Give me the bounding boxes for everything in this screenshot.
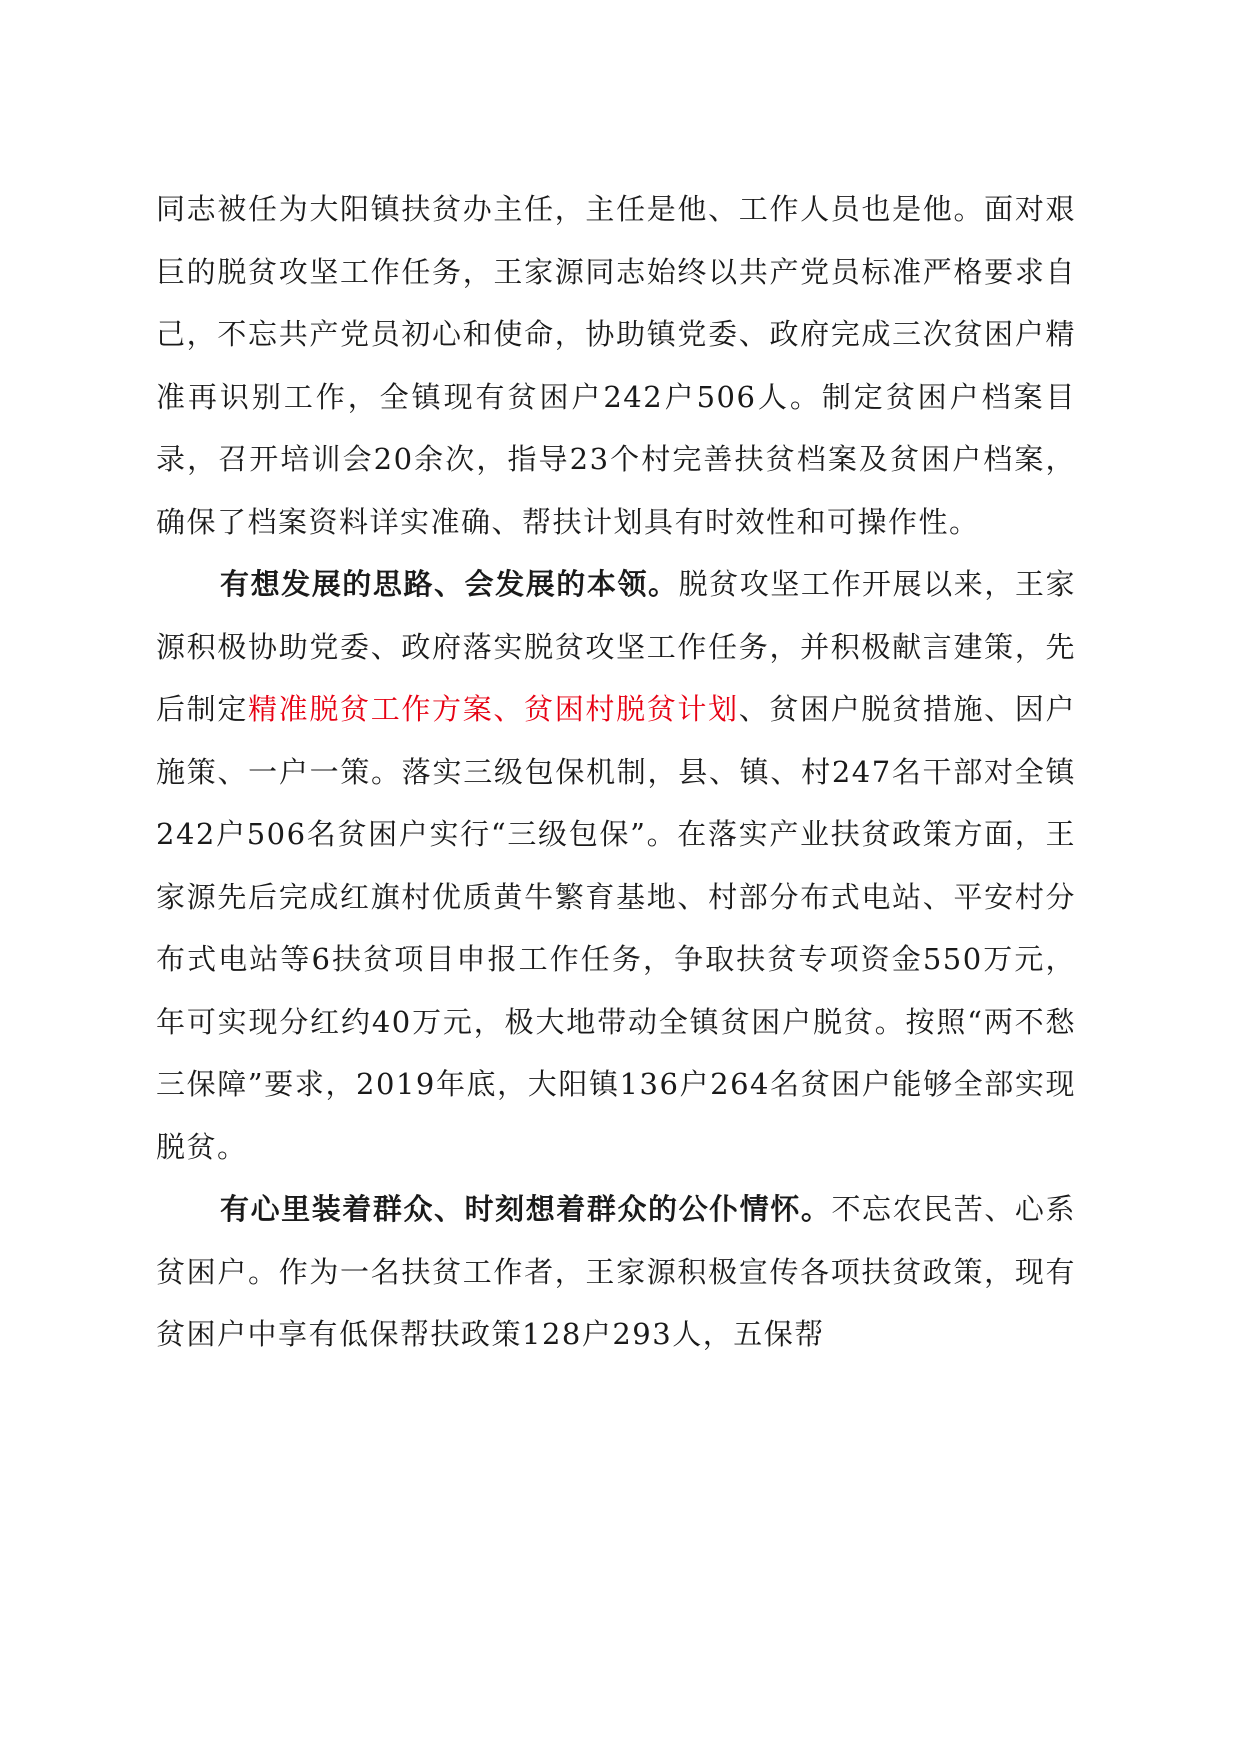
- paragraph-2-highlight: 精准脱贫工作方案、贫困村脱贫计划: [248, 692, 739, 726]
- paragraph-3: [156, 1178, 1076, 1366]
- paragraph-3-heading: 有心里装着群众、时刻想着群众的公仆情怀。: [220, 1192, 832, 1226]
- paragraph-2-text-before: 脱贫攻坚工作开展以来，王家源积极协助党委、政府落实脱贫攻坚工作任务，并积极献言建策，先后制定: [156, 567, 1076, 726]
- paragraph-2-text-after: 、贫困户脱贫措施、因户施策、一户一策。落实三级包保机制，县、镇、村247名干部对全镇242户506名贫困户实行“三级包保”。在落实产业扶贫政策方面，王家源先后完成红旗村优质黄牛繁育基地、村部分布式电站、平安村分布式电站等6扶贫项目申报工作任务，争取扶贫专项资金550万元，年可实现分红约40万元，极大地带动全镇贫困户脱贫。按照“两不愁三保障”要求，2019年底，大阳镇136户264名贫困户能够全部实现脱贫。: [156, 692, 1076, 1164]
- document-body: [156, 178, 1076, 1366]
- paragraph-1: [156, 178, 1076, 553]
- paragraph-1-text: 同志被任为大阳镇扶贫办主任，主任是他、工作人员也是他。面对艰巨的脱贫攻坚工作任务，王家源同志始终以共产党员标准严格要求自己，不忘共产党员初心和使命，协助镇党委、政府完成三次贫困户精准再识别工作，全镇现有贫困户242户506人。制定贫困户档案目录，召开培训会20余次，指导23个村完善扶贫档案及贫困户档案，确保了档案资料详实准确、帮扶计划具有时效性和可操作性。: [156, 192, 1076, 539]
- paragraph-2: [156, 553, 1076, 1178]
- paragraph-3-text: 不忘农民苦、心系贫困户。作为一名扶贫工作者，王家源积极宣传各项扶贫政策，现有贫困户中享有低保帮扶政策128户293人，五保帮: [156, 1192, 1076, 1351]
- paragraph-2-heading: 有想发展的思路、会发展的本领。: [220, 567, 679, 601]
